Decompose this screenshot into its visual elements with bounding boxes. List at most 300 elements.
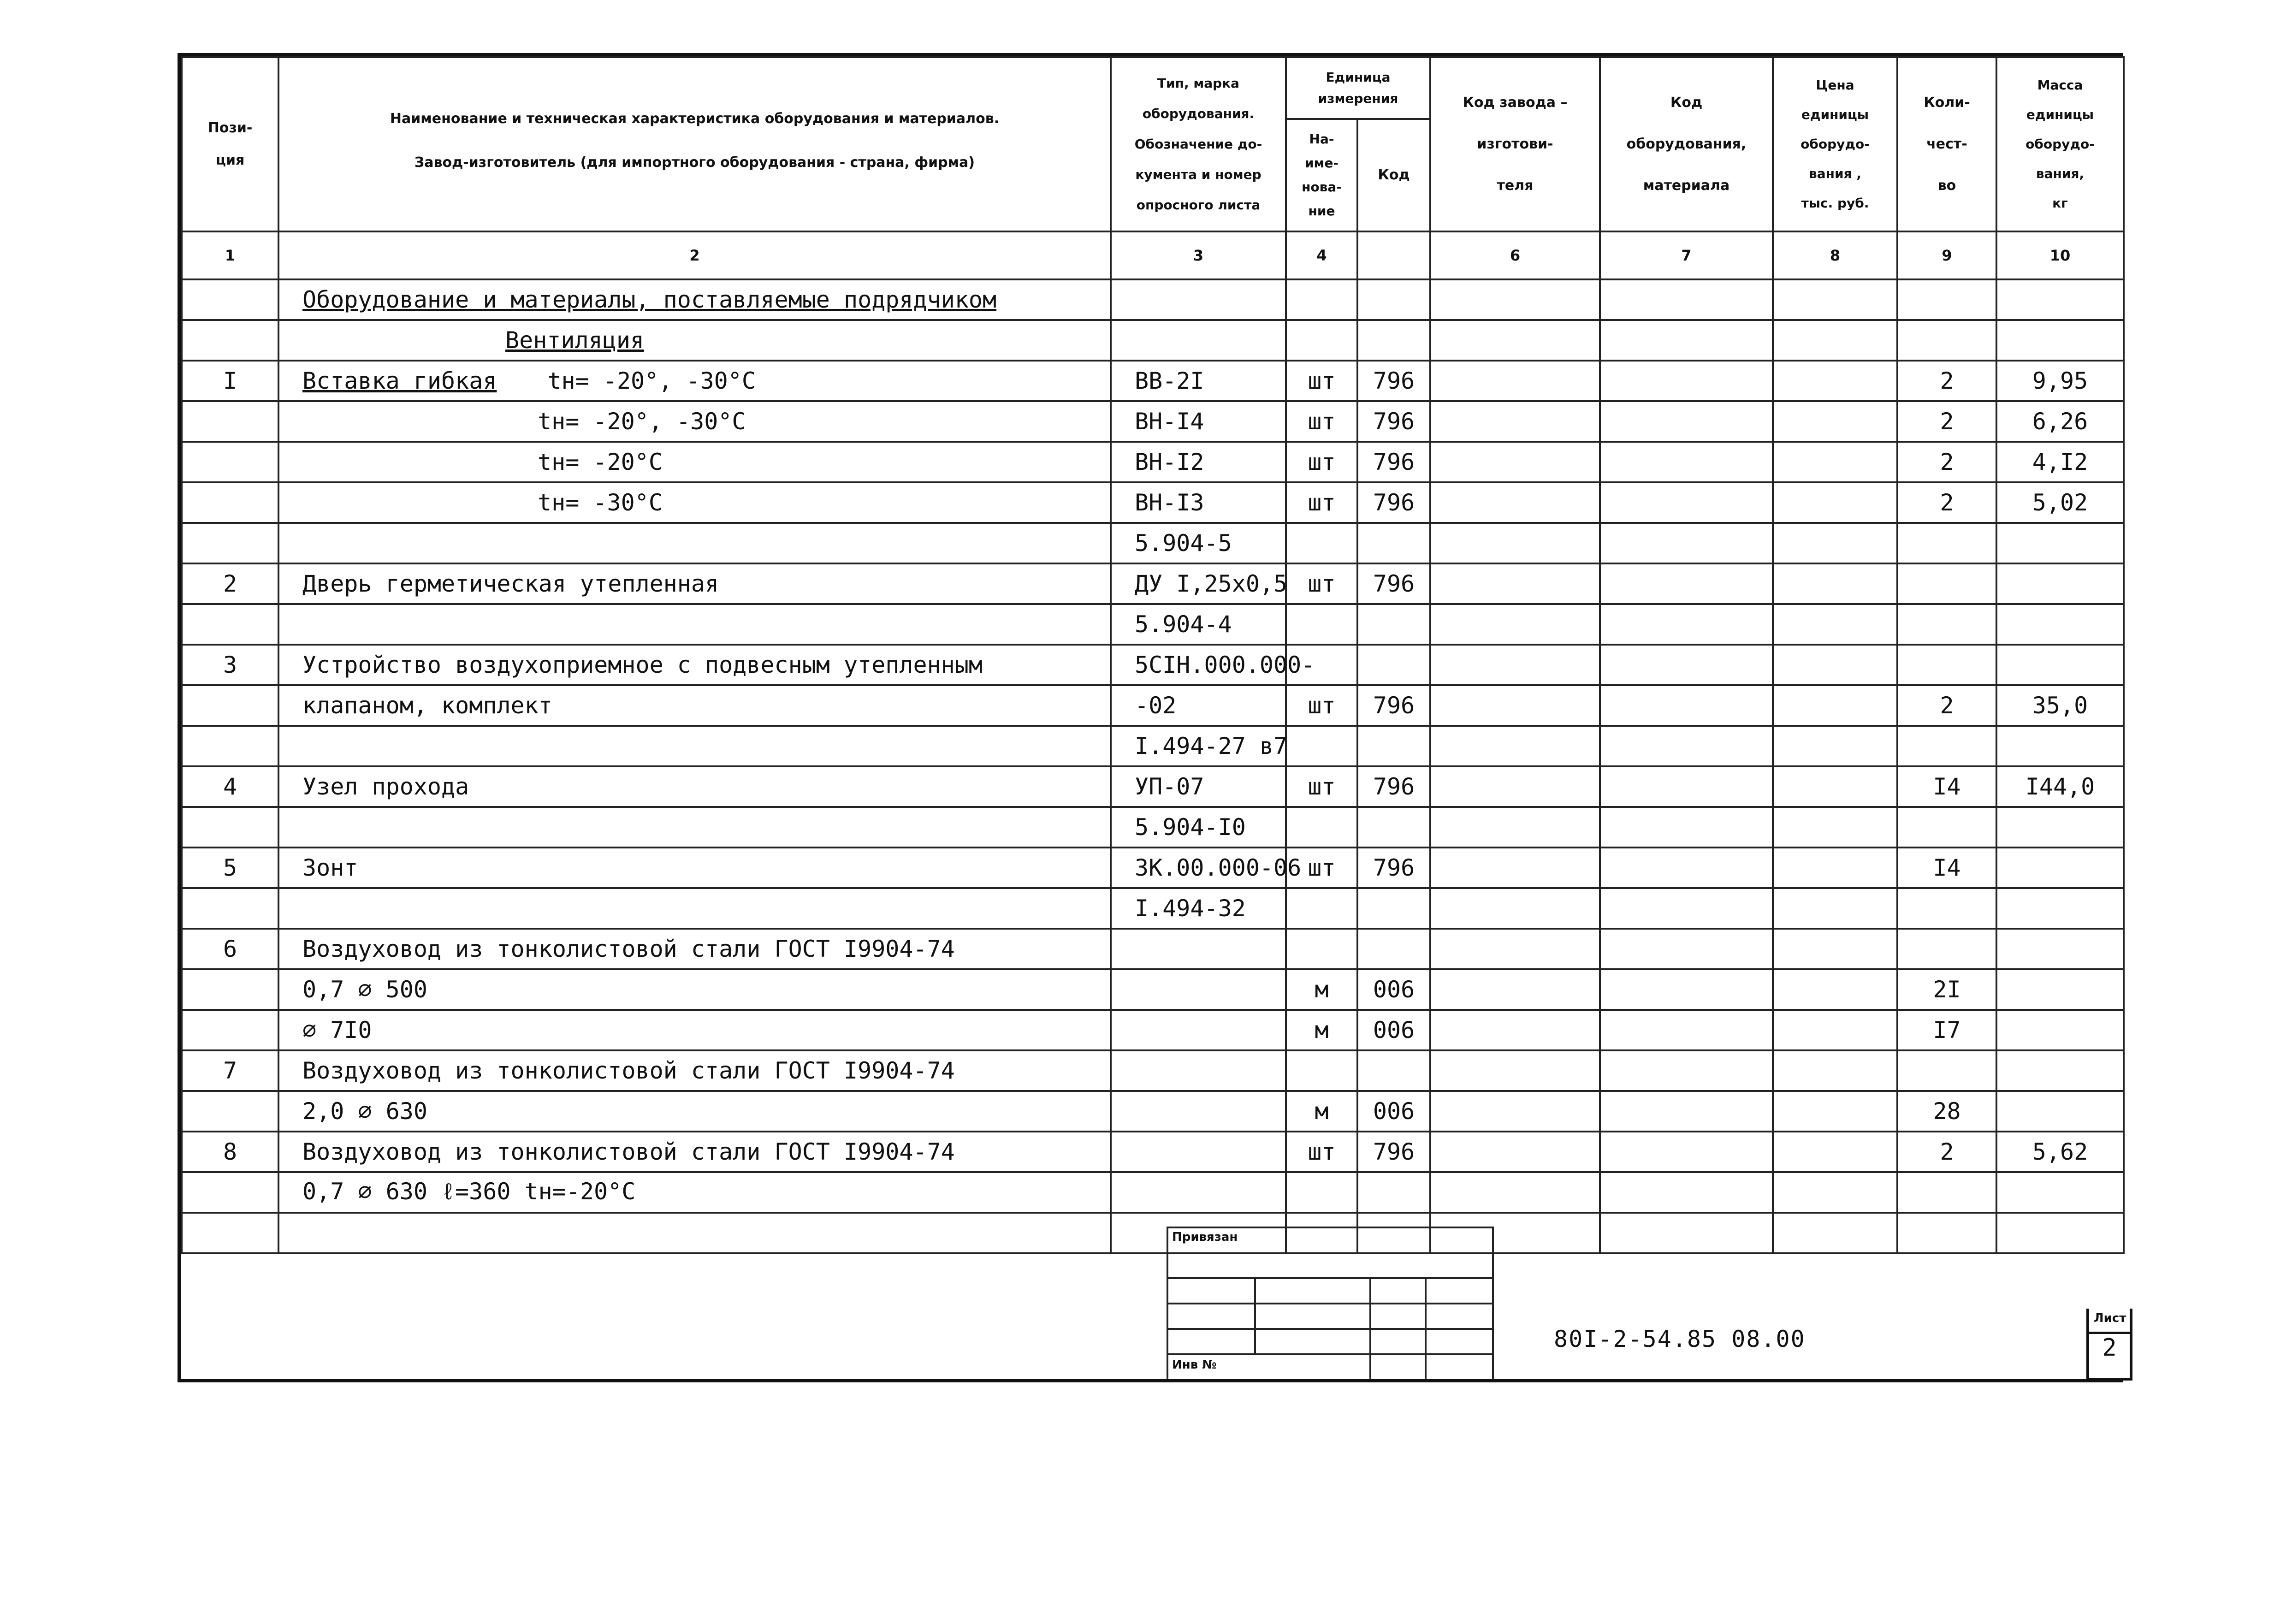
cell-unit-code: 006 xyxy=(1357,1091,1430,1132)
row-temperature-text: tн= -20°, -30°C xyxy=(538,408,746,435)
cell-manufacturer-code xyxy=(1430,969,1600,1010)
row-name-text: 0,7 ∅ 500 xyxy=(302,976,427,1003)
cell-position xyxy=(182,726,278,766)
cell-unit-name xyxy=(1286,1172,1357,1213)
header-unit-group xyxy=(1286,57,1430,119)
h7-line-0: Код xyxy=(1670,95,1703,111)
cell-equipment-code xyxy=(1600,807,1773,848)
cell-unit-name xyxy=(1286,1050,1357,1091)
cell-unit-name xyxy=(1286,726,1357,766)
h3-line-1: оборудования. xyxy=(1142,106,1255,121)
table-row xyxy=(182,969,2124,1010)
h45-line-1: измерения xyxy=(1318,91,1398,106)
h10-line-2: оборудо- xyxy=(2025,136,2095,152)
cell-quantity xyxy=(1897,1172,1996,1213)
cell-manufacturer-code xyxy=(1430,645,1600,685)
cell-name xyxy=(278,685,1111,726)
cell-equipment-code xyxy=(1600,969,1773,1010)
header-price xyxy=(1773,57,1897,231)
table-row xyxy=(182,766,2124,807)
cell-name xyxy=(278,807,1111,848)
row-name-text: Узел прохода xyxy=(302,773,469,800)
header-name xyxy=(278,57,1111,231)
cell-name xyxy=(278,645,1111,685)
table-row xyxy=(182,1050,2124,1091)
cell-name xyxy=(278,523,1111,563)
h4-line-0: На- xyxy=(1309,131,1334,147)
table-row xyxy=(182,726,2124,766)
cell-manufacturer-code xyxy=(1430,807,1600,848)
table-row xyxy=(182,563,2124,604)
h10-line-3: вания, xyxy=(2036,166,2085,181)
cell-manufacturer-code xyxy=(1430,482,1600,523)
row-temperature-text: tн= -30°C xyxy=(538,489,663,516)
cell-position xyxy=(182,1010,278,1050)
cell-mass xyxy=(1996,848,2124,888)
cell-manufacturer-code xyxy=(1430,361,1600,401)
cell-equipment-code xyxy=(1600,645,1773,685)
section-title-row xyxy=(182,279,2124,320)
h3-line-4: опросного листа xyxy=(1136,197,1261,213)
cell-position xyxy=(182,1213,278,1253)
cell-price xyxy=(1773,523,1897,563)
header-row-1 xyxy=(182,57,2124,119)
cell-position: I xyxy=(182,361,278,401)
cell-position xyxy=(182,1091,278,1132)
cell-name xyxy=(278,563,1111,604)
colnum-5 xyxy=(1357,231,1430,279)
cell-manufacturer-code xyxy=(1430,848,1600,888)
cell-equipment-code xyxy=(1600,685,1773,726)
cell-equipment-code xyxy=(1600,848,1773,888)
cell-type xyxy=(1111,1050,1286,1091)
cell-quantity: I4 xyxy=(1897,848,1996,888)
cell-unit-code: 796 xyxy=(1357,401,1430,442)
cell-manufacturer-code xyxy=(1430,726,1600,766)
h8-line-0: Цена xyxy=(1816,77,1854,93)
h9-line-0: Коли- xyxy=(1924,95,1970,111)
cell-equipment-code xyxy=(1600,1050,1773,1091)
h8-line-2: оборудо- xyxy=(1800,136,1870,152)
table-row xyxy=(182,442,2124,482)
cell-equipment-code xyxy=(1600,563,1773,604)
table-row xyxy=(182,1132,2124,1172)
cell-price xyxy=(1773,766,1897,807)
cell-price xyxy=(1773,645,1897,685)
row-name-text: Зонт xyxy=(302,854,358,881)
cell-equipment-code xyxy=(1600,1132,1773,1172)
cell-manufacturer-code xyxy=(1430,401,1600,442)
cell-quantity xyxy=(1897,1050,1996,1091)
cell-equipment-code xyxy=(1600,1010,1773,1050)
cell-position xyxy=(182,604,278,645)
table-row xyxy=(182,401,2124,442)
cell-unit-name xyxy=(1286,604,1357,645)
cell-mass xyxy=(1996,1172,2124,1213)
cell-unit-code xyxy=(1357,807,1430,848)
h7-line-2: материала xyxy=(1643,178,1730,194)
cell-name xyxy=(278,442,1111,482)
cell-position xyxy=(182,1172,278,1213)
header-name-line2: Завод-изготовитель (для импортного оборудования - страна, фирма) xyxy=(414,154,975,171)
cell-position xyxy=(182,969,278,1010)
cell-mass xyxy=(1996,1213,2124,1253)
cell-unit-name: шт xyxy=(1286,361,1357,401)
cell-quantity: 2 xyxy=(1897,361,1996,401)
cell-position xyxy=(182,482,278,523)
cell-name xyxy=(278,888,1111,929)
header-position xyxy=(182,57,278,231)
sheet-number-box xyxy=(2086,1309,2132,1381)
row-name-text: ∅ 7I0 xyxy=(302,1017,372,1043)
cell-unit-code: 796 xyxy=(1357,563,1430,604)
cell-manufacturer-code xyxy=(1430,1091,1600,1132)
cell-quantity: 28 xyxy=(1897,1091,1996,1132)
table-row xyxy=(182,807,2124,848)
cell-price xyxy=(1773,969,1897,1010)
cell-equipment-code xyxy=(1600,361,1773,401)
cell-position xyxy=(182,888,278,929)
cell-type xyxy=(1111,929,1286,969)
colnum-2: 2 xyxy=(278,231,1111,279)
cell-price xyxy=(1773,685,1897,726)
cell-name xyxy=(278,401,1111,442)
cell-quantity: 2I xyxy=(1897,969,1996,1010)
cell-quantity: 2 xyxy=(1897,442,1996,482)
cell-equipment-code xyxy=(1600,1213,1773,1253)
table-row xyxy=(182,848,2124,888)
h4-line-1: име- xyxy=(1304,155,1339,171)
cell-name xyxy=(278,848,1111,888)
cell-quantity: I4 xyxy=(1897,766,1996,807)
cell-price xyxy=(1773,563,1897,604)
h1-line-1: ция xyxy=(215,152,245,168)
document-code: 80I-2-54.85 08.00 xyxy=(1554,1326,1806,1352)
cell-position: 8 xyxy=(182,1132,278,1172)
cell-mass: 6,26 xyxy=(1996,401,2124,442)
table-row xyxy=(182,523,2124,563)
cell-mass: 5,02 xyxy=(1996,482,2124,523)
table-row xyxy=(182,645,2124,685)
cell-position: 7 xyxy=(182,1050,278,1091)
row-name-text: Вставка гибкая xyxy=(302,367,497,394)
cell-position: 3 xyxy=(182,645,278,685)
cell-name xyxy=(278,969,1111,1010)
cell-manufacturer-code xyxy=(1430,1010,1600,1050)
cell-unit-code xyxy=(1357,523,1430,563)
cell-type: УП-07 xyxy=(1111,766,1286,807)
cell-mass xyxy=(1996,1050,2124,1091)
cell-mass xyxy=(1996,563,2124,604)
cell-unit-code: 796 xyxy=(1357,685,1430,726)
cell-manufacturer-code xyxy=(1430,1050,1600,1091)
cell-unit-code xyxy=(1357,1172,1430,1213)
cell-quantity xyxy=(1897,726,1996,766)
cell-name xyxy=(278,726,1111,766)
cell-unit-code: 006 xyxy=(1357,969,1430,1010)
table-row xyxy=(182,1213,2124,1253)
cell-unit-code xyxy=(1357,726,1430,766)
cell-price xyxy=(1773,361,1897,401)
cell-unit-name xyxy=(1286,929,1357,969)
cell-equipment-code xyxy=(1600,726,1773,766)
cell-position xyxy=(182,807,278,848)
cell-unit-name: шт xyxy=(1286,442,1357,482)
h10-line-0: Масса xyxy=(2037,77,2083,93)
cell-quantity: 2 xyxy=(1897,685,1996,726)
cell-quantity: 2 xyxy=(1897,482,1996,523)
cell-quantity: 2 xyxy=(1897,401,1996,442)
cell-quantity xyxy=(1897,929,1996,969)
cell-equipment-code xyxy=(1600,482,1773,523)
cell-quantity xyxy=(1897,523,1996,563)
cell-price xyxy=(1773,1132,1897,1172)
row-name-text: Воздуховод из тонколистовой стали ГОСТ I9904-74 xyxy=(302,1057,955,1084)
cell-type: I.494-32 xyxy=(1111,888,1286,929)
cell-unit-name: шт xyxy=(1286,563,1357,604)
cell-mass xyxy=(1996,523,2124,563)
cell-price xyxy=(1773,848,1897,888)
cell-name xyxy=(278,1010,1111,1050)
cell-unit-code xyxy=(1357,1050,1430,1091)
row-name-text: клапаном, комплект xyxy=(302,692,552,719)
row-name-text: Устройство воздухоприемное с подвесным утепленным xyxy=(302,652,983,678)
cell-unit-code: 796 xyxy=(1357,442,1430,482)
cell-manufacturer-code xyxy=(1430,685,1600,726)
stamp-inv-label: Инв № xyxy=(1172,1358,1217,1372)
cell-unit-code xyxy=(1357,604,1430,645)
stamp-attached-label: Привязан xyxy=(1172,1230,1238,1244)
cell-price xyxy=(1773,1050,1897,1091)
cell-type: ЗК.00.000-06 xyxy=(1111,848,1286,888)
table-row xyxy=(182,604,2124,645)
cell-manufacturer-code xyxy=(1430,523,1600,563)
cell-unit-code xyxy=(1357,929,1430,969)
table-row xyxy=(182,1091,2124,1132)
cell-equipment-code xyxy=(1600,523,1773,563)
cell-unit-name: шт xyxy=(1286,401,1357,442)
cell-unit-code: 796 xyxy=(1357,848,1430,888)
colnum-1: 1 xyxy=(182,231,278,279)
table-row xyxy=(182,482,2124,523)
cell-equipment-code xyxy=(1600,929,1773,969)
column-numbers-row xyxy=(182,231,2124,279)
h6-line-1: изготови- xyxy=(1477,136,1553,152)
cell-position: 2 xyxy=(182,563,278,604)
colnum-4: 4 xyxy=(1286,231,1357,279)
cell-quantity: 2 xyxy=(1897,1132,1996,1172)
cell-manufacturer-code xyxy=(1430,1132,1600,1172)
cell-type: ВН-I3 xyxy=(1111,482,1286,523)
table-row xyxy=(182,361,2124,401)
cell-mass xyxy=(1996,645,2124,685)
cell-unit-name: м xyxy=(1286,1091,1357,1132)
cell-manufacturer-code xyxy=(1430,563,1600,604)
cell-equipment-code xyxy=(1600,604,1773,645)
table-row xyxy=(182,1172,2124,1213)
h10-line-1: единицы xyxy=(2026,107,2094,122)
cell-price xyxy=(1773,888,1897,929)
cell-name xyxy=(278,361,1111,401)
cell-equipment-code xyxy=(1600,1091,1773,1132)
cell-equipment-code xyxy=(1600,888,1773,929)
cell-type: ВН-I4 xyxy=(1111,401,1286,442)
cell-equipment-code xyxy=(1600,442,1773,482)
cell-type xyxy=(1111,1172,1286,1213)
header-equipment-code xyxy=(1600,57,1773,231)
row-name-text: 2,0 ∅ 630 xyxy=(302,1098,427,1125)
colnum-3: 3 xyxy=(1111,231,1286,279)
header-type xyxy=(1111,57,1286,231)
cell-price xyxy=(1773,1213,1897,1253)
cell-manufacturer-code xyxy=(1430,929,1600,969)
h8-line-3: вания , xyxy=(1809,166,1861,181)
cell-quantity xyxy=(1897,807,1996,848)
cell-unit-code: 796 xyxy=(1357,1132,1430,1172)
cell-manufacturer-code xyxy=(1430,442,1600,482)
cell-name xyxy=(278,1091,1111,1132)
cell-unit-code: 006 xyxy=(1357,1010,1430,1050)
sheet-label: Лист xyxy=(2094,1311,2126,1325)
cell-type: 5.904-I0 xyxy=(1111,807,1286,848)
cell-unit-name: шт xyxy=(1286,766,1357,807)
sheet-number: 2 xyxy=(2102,1334,2117,1362)
header-mass xyxy=(1996,57,2124,231)
header-unit-code: Код xyxy=(1357,119,1430,231)
cell-unit-name: м xyxy=(1286,1010,1357,1050)
cell-price xyxy=(1773,1091,1897,1132)
row-name-text: Дверь герметическая утепленная xyxy=(302,570,719,597)
cell-unit-name: шт xyxy=(1286,848,1357,888)
cell-unit-code xyxy=(1357,888,1430,929)
cell-mass: I44,0 xyxy=(1996,766,2124,807)
subsection-title: Вентиляция xyxy=(505,327,645,354)
header-name-line1: Наименование и техническая характеристика оборудования и материалов. xyxy=(390,111,1000,127)
cell-quantity xyxy=(1897,604,1996,645)
cell-mass xyxy=(1996,1091,2124,1132)
cell-type: I.494-27 в7 xyxy=(1111,726,1286,766)
cell-equipment-code xyxy=(1600,1172,1773,1213)
cell-unit-name: м xyxy=(1286,969,1357,1010)
row-temperature-text: tн= -20°C xyxy=(538,449,663,475)
cell-price xyxy=(1773,1172,1897,1213)
cell-unit-name: шт xyxy=(1286,685,1357,726)
cell-position xyxy=(182,685,278,726)
h3-line-3: кумента и номер xyxy=(1135,167,1261,182)
cell-name xyxy=(278,482,1111,523)
cell-manufacturer-code xyxy=(1430,766,1600,807)
h10-line-4: кг xyxy=(2052,196,2068,211)
cell-mass xyxy=(1996,807,2124,848)
h8-line-4: тыс. руб. xyxy=(1801,196,1869,211)
cell-position xyxy=(182,442,278,482)
colnum-6: 6 xyxy=(1430,231,1600,279)
cell-price xyxy=(1773,1010,1897,1050)
table-row xyxy=(182,929,2124,969)
cell-mass: 5,62 xyxy=(1996,1132,2124,1172)
cell-equipment-code xyxy=(1600,401,1773,442)
cell-price xyxy=(1773,807,1897,848)
cell-unit-name xyxy=(1286,888,1357,929)
row-name-text: 0,7 ∅ 630 ℓ=360 tн=-20°C xyxy=(302,1178,636,1205)
header-unit-name xyxy=(1286,119,1357,231)
cell-unit-code: 796 xyxy=(1357,482,1430,523)
cell-mass xyxy=(1996,888,2124,929)
cell-type: 5СIН.000.000- xyxy=(1111,645,1286,685)
cell-position: 6 xyxy=(182,929,278,969)
cell-price xyxy=(1773,401,1897,442)
h4-line-2: нова- xyxy=(1302,179,1342,195)
cell-type xyxy=(1111,1132,1286,1172)
cell-type xyxy=(1111,1091,1286,1132)
h8-line-1: единицы xyxy=(1801,107,1869,122)
cell-type: 5.904-5 xyxy=(1111,523,1286,563)
cell-unit-code: 796 xyxy=(1357,361,1430,401)
colnum-8: 8 xyxy=(1773,231,1897,279)
cell-price xyxy=(1773,726,1897,766)
header-quantity xyxy=(1897,57,1996,231)
row-name-text: Воздуховод из тонколистовой стали ГОСТ I9904-74 xyxy=(302,1138,955,1165)
cell-quantity xyxy=(1897,888,1996,929)
cell-type: -02 xyxy=(1111,685,1286,726)
cell-price xyxy=(1773,442,1897,482)
section-title: Оборудование и материалы, поставляемые подрядчиком xyxy=(302,286,997,313)
cell-type: ДУ I,25х0,5 xyxy=(1111,563,1286,604)
cell-type xyxy=(1111,1010,1286,1050)
cell-name xyxy=(278,1050,1111,1091)
cell-name xyxy=(278,604,1111,645)
cell-mass: 4,I2 xyxy=(1996,442,2124,482)
cell-mass xyxy=(1996,726,2124,766)
cell-name xyxy=(278,1213,1111,1253)
cell-manufacturer-code xyxy=(1430,1172,1600,1213)
cell-manufacturer-code xyxy=(1430,888,1600,929)
cell-position: 4 xyxy=(182,766,278,807)
cell-name xyxy=(278,766,1111,807)
colnum-9: 9 xyxy=(1897,231,1996,279)
h3-line-2: Обозначение до- xyxy=(1134,136,1262,152)
h4-line-3: ние xyxy=(1308,203,1335,219)
cell-manufacturer-code xyxy=(1430,604,1600,645)
h1-line-0: Пози- xyxy=(207,120,253,136)
cell-name xyxy=(278,1132,1111,1172)
cell-mass xyxy=(1996,969,2124,1010)
h45-line-0: Единица xyxy=(1326,70,1391,85)
h3-line-0: Тип, марка xyxy=(1157,76,1240,91)
h9-line-2: во xyxy=(1937,178,1956,194)
cell-unit-code: 796 xyxy=(1357,766,1430,807)
cell-quantity xyxy=(1897,563,1996,604)
cell-unit-name: шт xyxy=(1286,482,1357,523)
colnum-10: 10 xyxy=(1996,231,2124,279)
cell-unit-name xyxy=(1286,523,1357,563)
colnum-7: 7 xyxy=(1600,231,1773,279)
cell-price xyxy=(1773,482,1897,523)
subsection-title-row xyxy=(182,320,2124,361)
specification-table xyxy=(181,56,2125,1254)
cell-mass xyxy=(1996,1010,2124,1050)
h7-line-1: оборудования, xyxy=(1626,136,1747,152)
cell-mass xyxy=(1996,929,2124,969)
cell-equipment-code xyxy=(1600,766,1773,807)
cell-type: ВН-I2 xyxy=(1111,442,1286,482)
cell-type xyxy=(1111,969,1286,1010)
h9-line-1: чест- xyxy=(1926,136,1967,152)
cell-name xyxy=(278,1172,1111,1213)
cell-quantity xyxy=(1897,1213,1996,1253)
cell-unit-name xyxy=(1286,807,1357,848)
cell-position xyxy=(182,401,278,442)
